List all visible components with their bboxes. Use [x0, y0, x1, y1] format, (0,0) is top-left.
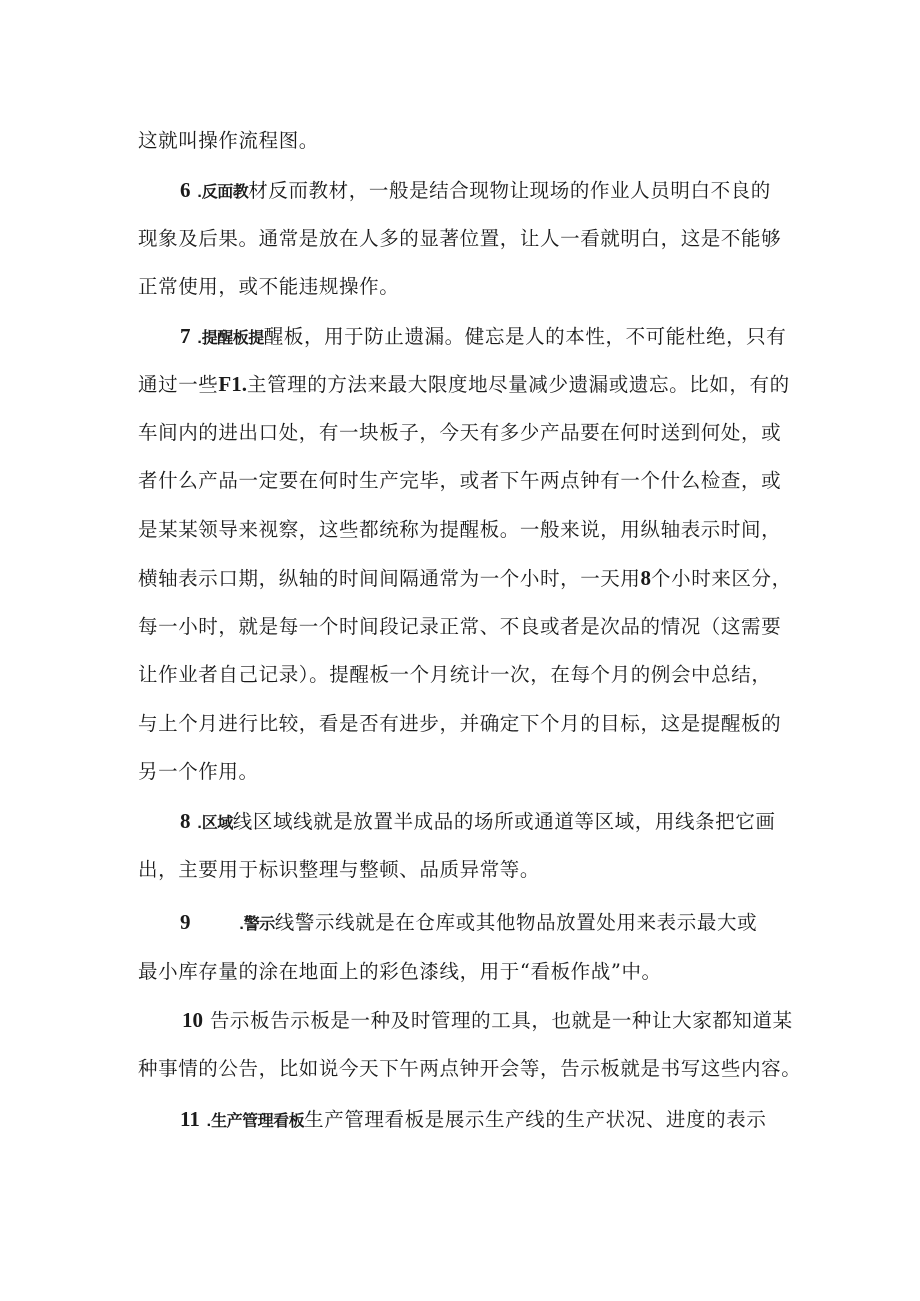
text-run: 横轴表示口期，纵轴的时间间隔通常为一个小时，一天用	[138, 567, 641, 590]
text-line: 者什么产品一定要在何时生产完毕，或者下午两点钟有一个什么检查，或	[138, 469, 782, 492]
text-line	[138, 371, 790, 398]
section-7-heading	[180, 323, 786, 352]
text-line: 最小库存量的涂在地面上的彩色漆线，用于“看板作战”中。	[138, 960, 662, 983]
section-10-heading	[182, 1007, 793, 1034]
text-line	[138, 565, 792, 592]
section-number: 7	[180, 324, 191, 348]
section-number: 6	[180, 178, 191, 202]
text-run: 通过一些	[138, 373, 219, 396]
section-number: 8	[180, 809, 191, 833]
section-dot: .	[197, 815, 202, 832]
section-term: 反面教	[201, 182, 249, 201]
section-number: 10	[182, 1008, 203, 1032]
text-run: 个小时来区分，	[651, 567, 792, 590]
section-dot: .	[197, 184, 202, 201]
section-9-heading	[180, 909, 757, 938]
section-dot: .	[197, 330, 202, 347]
text-run: 醒板，用于防止遗漏。健忘是人的本性，不可能杜绝，只有	[263, 325, 787, 348]
text-line: 种事情的公告，比如说今天下午两点钟开会等，告示板就是书写这些内容。	[138, 1057, 802, 1080]
text-run: 材反而教材，一般是结合现物让现场的作业人员明白不良的	[248, 179, 771, 202]
section-number: 11	[180, 1107, 200, 1131]
section-8-heading	[180, 808, 775, 837]
text-run: 线区域线就是放置半成品的场所或通道等区域，用线条把它画	[232, 810, 776, 833]
text-run: 生产管理看板是展示生产线的生产状况、进度的表示	[304, 1108, 767, 1131]
section-term: 区域	[201, 813, 233, 832]
text-line: 现象及后果。通常是放在人多的显著位置，让人一看就明白，这是不能够	[138, 227, 782, 250]
section-number: 9	[180, 910, 191, 934]
text-line: 车间内的进出口处，有一块板子，今天有多少产品要在何时送到何处，或	[138, 421, 782, 444]
text-line: 每一小时，就是每一个时间段记录正常、不良或者是次品的情况（这需要	[138, 615, 782, 638]
section-term: 生产管理看板	[211, 1111, 305, 1130]
section-term: 提醒板提	[201, 328, 264, 347]
text-line: 另一个作用。	[138, 760, 259, 783]
text-run-bold: F1.	[218, 372, 247, 396]
text-run: 主管理的方法来最大限度地尽量减少遗漏或遗忘。比如，有的	[246, 373, 790, 396]
text-line: 正常使用，或不能违规操作。	[138, 275, 400, 298]
text-line: 与上个月进行比较，看是否有进步，并确定下个月的目标，这是提醒板的	[138, 712, 782, 735]
section-11-heading	[180, 1106, 766, 1135]
section-6-heading	[180, 177, 771, 206]
text-line: 这就叫操作流程图。	[138, 129, 319, 152]
text-run: 线警示线就是在仓库或其他物品放置处用来表示最大或	[274, 911, 758, 934]
text-line: 是某某领导来视察，这些都统称为提醒板。一般来说，用纵轴表示时间，	[138, 518, 782, 541]
text-line: 出，主要用于标识整理与整顿、品质异常等。	[138, 858, 541, 881]
text-run-bold: 8	[640, 566, 652, 590]
text-run: 告示板告示板是一种及时管理的工具，也就是一种让大家都知道某	[209, 1009, 793, 1032]
section-dot: .	[206, 1113, 212, 1130]
text-line: 让作业者自己记录）。提醒板一个月统计一次，在每个月的例会中总结，	[138, 663, 772, 686]
section-dot: .	[239, 916, 244, 933]
section-term: 警示	[243, 914, 275, 933]
